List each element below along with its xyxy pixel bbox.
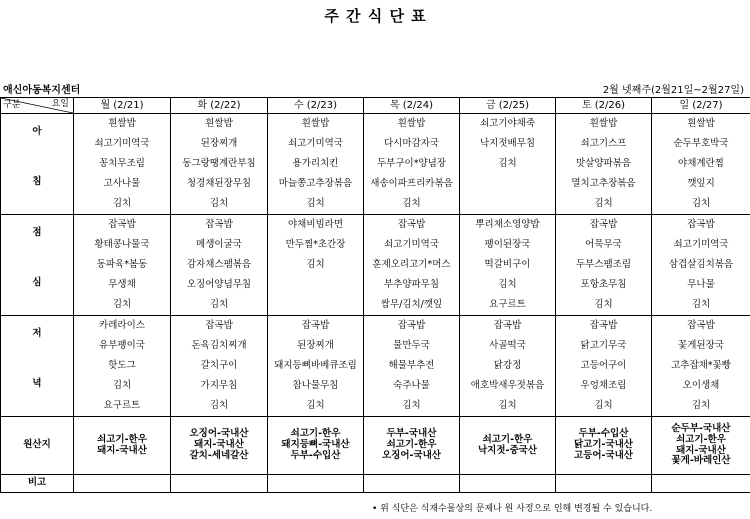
menu-item: 김치 [112, 198, 132, 209]
menu-item: 멸치고추장볶음 [571, 178, 636, 189]
menu-item: 김치 [498, 279, 517, 290]
menu-item: 새송이파프리카볶음 [370, 178, 453, 189]
meal-label-bottom: 녁 [32, 378, 42, 389]
menu-item: 흰쌀밥 [205, 118, 233, 129]
menu-item: 다시마감자국 [383, 138, 440, 149]
menu-cell [460, 316, 556, 417]
menu-items [460, 215, 555, 315]
remarks-cell [74, 475, 171, 493]
meal-label-bottom: 심 [32, 277, 42, 288]
origin-line: 쇠고기-한우 [482, 433, 533, 445]
menu-item: 무생채 [108, 279, 136, 290]
origin-label: 원산지 [1, 417, 74, 475]
meal-row [1, 114, 750, 215]
menu-item: 잡곡밥 [205, 219, 233, 230]
menu-items [460, 114, 555, 214]
menu-item: 핫도그 [108, 360, 136, 371]
menu-item: 오징어양념무침 [186, 279, 252, 290]
menu-items [268, 215, 363, 315]
menu-item: 쇠고기미역국 [383, 239, 440, 250]
menu-item: 카레라이스 [99, 320, 145, 331]
menu-item: 만두찜*초간장 [285, 239, 346, 250]
menu-cell [74, 215, 171, 316]
origin-line: 두부-국내산 [386, 428, 437, 440]
menu-item: 부추양파무침 [383, 279, 440, 290]
menu-items [364, 215, 459, 315]
menu-item: 잡곡밥 [205, 320, 233, 331]
remarks-cell [171, 475, 268, 493]
origin-cell [268, 417, 364, 475]
menu-item: 용가리치킨 [292, 158, 339, 169]
menu-item: 쇠고기미역국 [673, 239, 729, 250]
menu-item: 쇠고기미역국 [94, 138, 150, 149]
menu-item: 김치 [402, 400, 421, 411]
menu-item: 고등어구이 [580, 360, 627, 371]
menu-cell [556, 114, 652, 215]
remarks-row [1, 475, 750, 493]
origin-line: 쇠고기-한우 [676, 433, 726, 445]
menu-item: 잡곡밥 [687, 219, 715, 230]
origin-line: 돼지등뼈-국내산 [281, 439, 350, 451]
origin-line: 꽃게-바레인산 [671, 455, 731, 467]
menu-cell [268, 316, 364, 417]
menu-item: 쇠고기야채죽 [479, 118, 536, 129]
menu-body [1, 114, 750, 493]
origin-line: 쇠고기-한우 [290, 428, 341, 440]
menu-item: 닭고기무국 [580, 340, 627, 351]
menu-item: 순두부호박국 [673, 138, 729, 149]
menu-item: 요구르트 [103, 400, 141, 411]
menu-item [460, 174, 555, 194]
menu-item: 낙지젓배무침 [479, 138, 536, 149]
menu-item: 포항초무침 [580, 279, 627, 290]
meal-label-bottom: 침 [32, 176, 42, 187]
menu-item: 흰쌀밥 [397, 118, 426, 129]
origin-line: 두부-수입산 [578, 428, 629, 440]
menu-item: 닭강정 [493, 360, 522, 371]
menu-cell [268, 114, 364, 215]
menu-items [652, 114, 750, 214]
origin-line: 오징어-국내산 [381, 449, 441, 461]
menu-item: 감자채스팸볶음 [186, 259, 252, 270]
menu-item: 김치 [306, 400, 325, 411]
menu-items [268, 316, 363, 416]
menu-item: 사골떡국 [489, 340, 526, 351]
menu-cell [364, 316, 460, 417]
menu-items [268, 114, 363, 214]
meal-label [1, 316, 74, 417]
origin-line: 돼지-국내산 [97, 444, 147, 456]
meal-row [1, 316, 750, 417]
menu-items [74, 316, 170, 416]
remarks-cell [556, 475, 652, 493]
menu-items [171, 316, 267, 416]
menu-item: 김치 [691, 299, 711, 310]
day-header: 화 (2/22) [171, 98, 268, 114]
menu-item: 동파육*봄동 [96, 259, 148, 270]
menu-items [364, 316, 459, 416]
day-header: 일 (2/27) [652, 98, 750, 114]
day-header: 수 (2/23) [268, 98, 364, 114]
menu-item [268, 295, 363, 315]
menu-item: 김치 [498, 158, 517, 169]
menu-cell [268, 215, 364, 316]
day-header: 금 (2/25) [460, 98, 556, 114]
meal-row [1, 215, 750, 316]
menu-item: 김치 [112, 299, 132, 310]
menu-item: 물만두국 [393, 340, 430, 351]
menu-item: 흰쌀밥 [108, 118, 136, 129]
menu-item: 우엉채조림 [580, 380, 627, 391]
remarks-cell [268, 475, 364, 493]
organization-name: 애신아동복지센터 [3, 85, 81, 96]
origin-cell [556, 417, 652, 475]
menu-item: 황태콩나물국 [94, 239, 150, 250]
menu-items [74, 215, 170, 315]
header-row [1, 98, 750, 114]
remarks-cell [364, 475, 460, 493]
menu-item: 잡곡밥 [108, 219, 136, 230]
menu-item: 잡곡밥 [687, 320, 715, 331]
menu-item: 잡곡밥 [397, 320, 426, 331]
origin-line: 두부-수입산 [290, 449, 341, 461]
menu-item: 쇠고기미역국 [287, 138, 344, 149]
menu-cell [171, 215, 268, 316]
menu-item: 어묵무국 [585, 239, 622, 250]
menu-item: 쌈무/김치/깻잎 [380, 299, 443, 310]
origin-line: 닭고기-국내산 [573, 439, 633, 451]
menu-item: 흰쌀밥 [589, 118, 618, 129]
menu-items [171, 114, 267, 214]
day-header: 토 (2/26) [556, 98, 652, 114]
menu-items [74, 114, 170, 214]
menu-item [268, 275, 363, 295]
footnote: • 위 식단은 식재수물상의 문제나 원 사정으로 인해 변경될 수 있습니다. [372, 504, 653, 514]
menu-item: 깻잎지 [687, 178, 715, 189]
origin-cell [652, 417, 750, 475]
meal-label-top: 점 [32, 227, 42, 238]
menu-item: 잡곡밥 [589, 219, 618, 230]
origin-cell [364, 417, 460, 475]
menu-item [460, 194, 555, 214]
menu-cell [652, 114, 750, 215]
origin-cell [74, 417, 171, 475]
origin-cell [460, 417, 556, 475]
menu-item: 김치 [691, 198, 711, 209]
menu-cell [460, 114, 556, 215]
menu-items [364, 114, 459, 214]
menu-item: 메생이굴국 [196, 239, 242, 250]
weekly-menu-table [0, 97, 750, 493]
menu-item: 김치 [209, 400, 229, 411]
menu-cell [556, 215, 652, 316]
menu-item: 팽이된장국 [484, 239, 531, 250]
menu-item: 잡곡밥 [301, 320, 330, 331]
menu-item: 김치 [594, 299, 613, 310]
menu-cell [652, 316, 750, 417]
menu-item: 청경채된장무침 [186, 178, 252, 189]
menu-item: 삼겹살김치볶음 [668, 259, 734, 270]
menu-cell [74, 316, 171, 417]
remarks-label: 비고 [1, 475, 74, 493]
menu-items [171, 215, 267, 315]
menu-items [556, 114, 651, 214]
menu-item: 떡갈비구이 [484, 259, 531, 270]
day-header: 월 (2/21) [74, 98, 171, 114]
menu-item: 갈치구이 [200, 360, 238, 371]
remarks-cell [460, 475, 556, 493]
menu-item: 뿌리채소영양밥 [475, 219, 540, 230]
menu-item: 숙주나물 [393, 380, 430, 391]
menu-item: 된장찌개 [297, 340, 334, 351]
menu-items [652, 316, 750, 416]
remarks-cell [652, 475, 750, 493]
menu-item: 돈육김치찌개 [191, 340, 247, 351]
menu-item: 잡곡밥 [397, 219, 426, 230]
menu-item: 김치 [209, 198, 229, 209]
corner-label-category: 구분 [3, 100, 21, 110]
corner-label-day: 요일 [51, 99, 69, 109]
menu-item: 김치 [306, 198, 325, 209]
origin-line: 돼지-국내산 [676, 444, 726, 456]
menu-cell [171, 316, 268, 417]
menu-cell [652, 215, 750, 316]
menu-item: 맛살양파볶음 [575, 158, 632, 169]
menu-item: 흰쌀밥 [301, 118, 330, 129]
corner-header [1, 98, 74, 114]
menu-item: 야채비빔라면 [287, 219, 344, 230]
meal-label-top: 아 [32, 126, 42, 137]
menu-item: 마늘쫑고추장볶음 [278, 178, 353, 189]
menu-items [460, 316, 555, 416]
menu-cell [74, 114, 171, 215]
menu-item: 두부구이*양념장 [377, 158, 446, 169]
menu-cell [171, 114, 268, 215]
origin-line: 돼지-국내산 [194, 439, 244, 451]
menu-items [652, 215, 750, 315]
menu-cell [364, 114, 460, 215]
menu-item: 애호박새우젓볶음 [470, 380, 545, 391]
menu-item: 김치 [402, 198, 421, 209]
menu-item: 김치 [209, 299, 229, 310]
menu-item: 참나물무침 [292, 380, 339, 391]
menu-item: 잡곡밥 [493, 320, 522, 331]
menu-item: 동그랑땡계란부침 [182, 158, 256, 169]
day-header: 목 (2/24) [364, 98, 460, 114]
origin-cell [171, 417, 268, 475]
menu-item: 김치 [306, 259, 325, 270]
origin-line: 낙지젓-중국산 [477, 444, 537, 456]
menu-cell [364, 215, 460, 316]
menu-item: 흰쌀밥 [687, 118, 715, 129]
menu-items [556, 316, 651, 416]
menu-item: 김치 [594, 400, 613, 411]
menu-item: 고추잡채*꽃빵 [671, 360, 731, 371]
menu-item: 꽃게된장국 [678, 340, 724, 351]
meal-label-top: 저 [32, 328, 42, 339]
menu-items [556, 215, 651, 315]
menu-item: 된장찌개 [200, 138, 238, 149]
page-title: 주 간 식 단 표 [324, 7, 426, 25]
menu-cell [460, 215, 556, 316]
menu-item: 김치 [594, 198, 613, 209]
menu-item: 김치 [112, 380, 132, 391]
menu-cell [556, 316, 652, 417]
menu-item: 오이생채 [682, 380, 720, 391]
week-label: 2월 넷째주(2월21일~2월27일) [602, 85, 744, 96]
meal-label [1, 114, 74, 215]
menu-item: 훈제오리고기*머스 [372, 259, 451, 270]
menu-item: 쇠고기스프 [580, 138, 627, 149]
origin-line: 오징어-국내산 [189, 428, 249, 440]
menu-item: 요구르트 [489, 299, 526, 310]
menu-item: 꽁치무조림 [99, 158, 145, 169]
menu-item: 김치 [498, 400, 517, 411]
menu-item: 고사나물 [103, 178, 141, 189]
origin-line: 순두부-국내산 [671, 422, 731, 434]
origin-line: 쇠고기-한우 [97, 433, 147, 445]
menu-item: 돼지등뼈바베큐조림 [274, 360, 357, 371]
menu-item: 잡곡밥 [589, 320, 618, 331]
menu-item: 야채계란찜 [678, 158, 724, 169]
origin-line: 갈치-세네갈산 [189, 449, 249, 461]
origin-line: 고등어-국내산 [573, 449, 633, 461]
origin-line: 쇠고기-한우 [386, 439, 437, 451]
menu-item: 가지무침 [200, 380, 238, 391]
menu-item: 두부스팸조림 [575, 259, 632, 270]
origin-row [1, 417, 750, 475]
menu-item: 해물부추전 [388, 360, 435, 371]
meal-label [1, 215, 74, 316]
menu-item: 무나물 [687, 279, 715, 290]
menu-item: 김치 [691, 400, 711, 411]
menu-item: 유부팽이국 [99, 340, 145, 351]
